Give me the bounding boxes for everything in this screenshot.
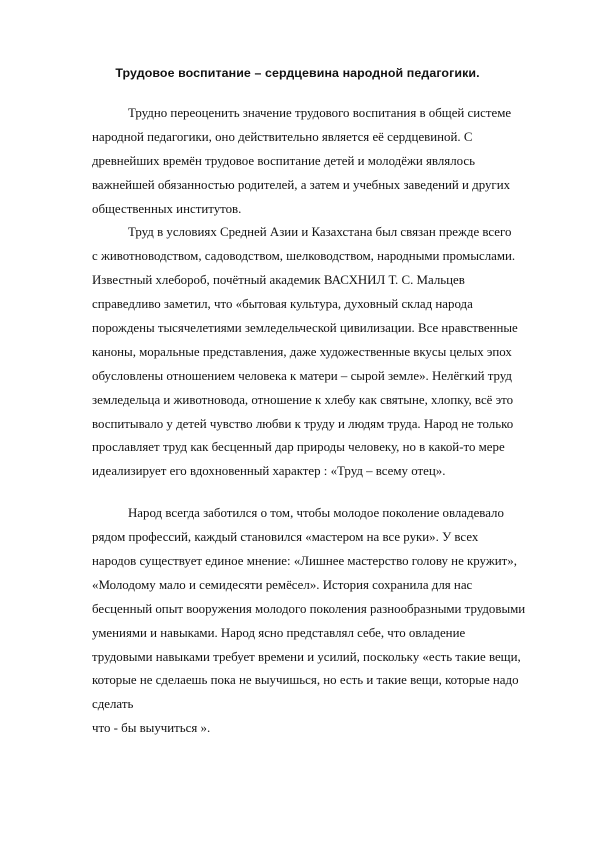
document-body bbox=[92, 102, 562, 741]
paragraph-2-line-2: с животноводством, садоводством, шелководством, народными промыслами. bbox=[92, 249, 516, 264]
paragraph-2-line-3: Известный хлебороб, почётный академик ВАСХНИЛ Т. С. Мальцев bbox=[92, 273, 465, 288]
paragraph-3-line-9: сделать bbox=[92, 697, 134, 712]
paragraph-2-line-4: справедливо заметил, что «бытовая культура, духовный склад народа bbox=[92, 297, 473, 312]
paragraph-2-line-5: порождены тысячелетиями земледельческой цивилизации. Все нравственные bbox=[92, 321, 518, 336]
paragraph-1-line-3: древнейших времён трудовое воспитание детей и молодёжи являлось bbox=[92, 153, 475, 168]
paragraph-3-line-1: Народ всегда заботился о том, чтобы молодое поколение овладевало bbox=[128, 506, 504, 521]
paragraph-3-line-4: «Молодому мало и семидесяти ремёсел». История сохранила для нас bbox=[92, 577, 473, 592]
paragraph-2-line-1: Труд в условиях Средней Азии и Казахстана был связан прежде всего bbox=[128, 225, 512, 240]
paragraph-gap bbox=[92, 484, 562, 502]
paragraph-1-line-5: общественных институтов. bbox=[92, 201, 242, 216]
paragraph-2-line-8: земледельца и животновода, отношение к хлебу как святыне, хлопку, всё это bbox=[92, 392, 514, 407]
paragraph-3-line-8: которые не сделаешь пока не выучишься, но есть и такие вещи, которые надо bbox=[92, 673, 519, 688]
paragraph-3-line-10: что - бы выучиться ». bbox=[92, 721, 211, 736]
paragraph-2-line-7: обусловлены отношением человека к матери – сырой земле». Нелёгкий труд bbox=[92, 368, 512, 383]
paragraph-3-line-3: народов существует единое мнение: «Лишнее мастерство голову не кружит», bbox=[92, 554, 517, 569]
paragraph-3-line-5: бесценный опыт вооружения молодого поколения разнообразными трудовыми bbox=[92, 601, 526, 616]
paragraph-2-line-11: идеализирует его вдохновенный характер : «Труд – всему отец». bbox=[92, 464, 446, 479]
paragraph-3-line-7: трудовыми навыками требует времени и усилий, поскольку «есть такие вещи, bbox=[92, 649, 521, 664]
paragraph-1-line-2: народной педагогики, оно действительно является её сердцевиной. С bbox=[92, 129, 473, 144]
document-title: Трудовое воспитание – сердцевина народной педагогики. bbox=[115, 66, 480, 80]
paragraph-1-line-4: важнейшей обязанностью родителей, а затем и учебных заведений и других bbox=[92, 177, 511, 192]
paragraph-2-line-9: воспитывало у детей чувство любви к труду и людям труда. Народ не только bbox=[92, 416, 514, 431]
paragraph-2-line-6: каноны, моральные представления, даже художественные вкусы целых эпох bbox=[92, 344, 512, 359]
paragraph-1-line-1: Трудно переоценить значение трудового воспитания в общей системе bbox=[128, 106, 512, 120]
paragraph-3-line-6: умениями и навыками. Народ ясно представлял себе, что овладение bbox=[92, 625, 466, 640]
paragraph-3-line-2: рядом профессий, каждый становился «мастером на все руки». У всех bbox=[92, 530, 479, 545]
paragraph-2-line-10: прославляет труд как бесценный дар природы человеку, но в какой-то мере bbox=[92, 440, 505, 455]
